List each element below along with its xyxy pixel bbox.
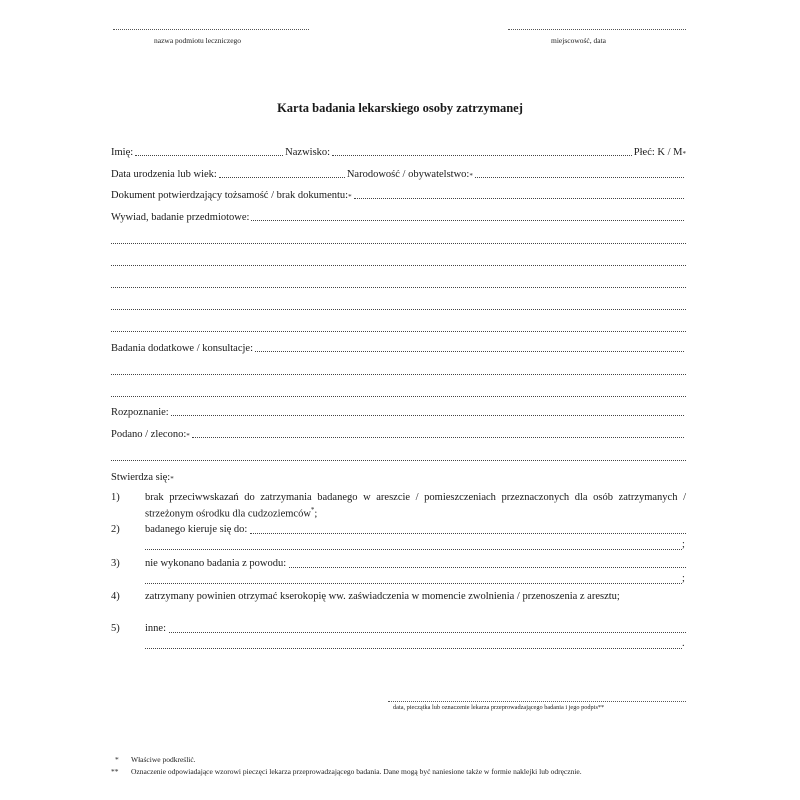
referral-line-end: ; [682, 539, 685, 550]
referral-line-2[interactable] [145, 540, 682, 550]
diagnosis-row [111, 404, 686, 418]
item-number: 1) [111, 492, 120, 503]
id-document-footnote-mark: * [348, 193, 352, 201]
findings-label: Stwierdza się: [111, 472, 171, 483]
facility-name-label: nazwa podmiotu leczniczego [154, 36, 242, 45]
document-row [111, 187, 686, 201]
item-text: brak przeciwwskazań do zatrzymania badanego w areszcie / pomieszczeniach przeznaczonych dla osób zatrzymanych / strzeżonym ośrodku dla cudzoziemców*; [145, 492, 686, 520]
findings-footnote-mark: * [170, 475, 174, 483]
finding-item-4[interactable] [111, 590, 686, 618]
finding-item-2[interactable] [111, 523, 686, 536]
finding-item-5[interactable] [111, 622, 686, 635]
interview-line-6[interactable] [111, 319, 686, 332]
birth-date-label: Data urodzenia lub wiek: [111, 169, 217, 180]
tests-line-2[interactable] [111, 362, 686, 375]
interview-line-4[interactable] [111, 275, 686, 288]
item-number: 2) [111, 524, 120, 535]
signature-label: data, pieczątka lub oznaczenie lekarza przeprowadzającego badania i jego podpis** [393, 704, 605, 711]
page-title: Karta badania lekarskiego osoby zatrzymanej [277, 101, 523, 115]
interview-row [111, 209, 686, 223]
diagnosis-field[interactable] [171, 414, 684, 416]
item-text: inne: [145, 623, 166, 634]
nationality-footnote-mark: * [469, 172, 473, 180]
interview-line-3[interactable] [111, 253, 686, 266]
other-line-end: . [682, 638, 685, 649]
first-name-field[interactable] [135, 154, 283, 156]
other-field[interactable] [169, 631, 686, 633]
footnote-mark: * [115, 755, 119, 764]
reason-line-2[interactable] [145, 574, 682, 584]
administered-label: Podano / zlecono: [111, 429, 187, 440]
facility-name-line[interactable] [113, 28, 309, 30]
last-name-label: Nazwisko: [285, 147, 331, 158]
sex-footnote-mark: * [682, 150, 686, 158]
tests-row [111, 340, 686, 354]
finding-item-3[interactable] [111, 557, 686, 570]
tests-label: Badania dodatkowe / konsultacje: [111, 343, 254, 354]
id-document-field[interactable] [354, 197, 684, 199]
last-name-field[interactable] [332, 154, 632, 156]
item-text: nie wykonano badania z powodu: [145, 558, 287, 569]
tests-line-3[interactable] [111, 384, 686, 397]
administered-line-2[interactable] [111, 448, 686, 461]
name-row [111, 144, 686, 158]
sex-label[interactable]: Płeć: K / M [633, 147, 683, 158]
findings-row [111, 469, 686, 483]
signature-line[interactable] [388, 700, 686, 702]
diagnosis-label: Rozpoznanie: [111, 407, 169, 418]
other-line-2[interactable] [145, 639, 682, 649]
interview-line-5[interactable] [111, 297, 686, 310]
tests-field[interactable] [255, 350, 684, 352]
item-number: 4) [111, 591, 120, 602]
interview-label: Wywiad, badanie przedmiotowe: [111, 212, 250, 223]
referral-field[interactable] [250, 532, 686, 534]
birth-nationality-row [111, 166, 686, 180]
interview-field[interactable] [251, 219, 684, 221]
item-text: badanego kieruje się do: [145, 524, 248, 535]
footnote-mark: ** [111, 767, 119, 776]
interview-line-2[interactable] [111, 231, 686, 244]
footnote-text: Oznaczenie odpowiadające wzorowi pieczęci lekarza przeprowadzającego badania. Dane mogą być naniesione także w formie naklejki lub odręcznie. [131, 767, 582, 776]
item-text: zatrzymany powinien otrzymać kserokopię ww. zaświadczenia w momencie zwolnienia / przenoszenia z aresztu; [145, 591, 620, 602]
item-tail: ; [314, 508, 318, 520]
administered-footnote-mark: * [186, 432, 190, 440]
first-name-label: Imię: [111, 147, 134, 158]
administered-field[interactable] [192, 436, 684, 438]
place-date-label: miejscowość, data [551, 36, 606, 45]
nationality-label: Narodowość / obywatelstwo: [346, 169, 470, 180]
item-number: 5) [111, 623, 120, 634]
administered-row [111, 426, 686, 440]
item-number: 3) [111, 558, 120, 569]
nationality-field[interactable] [475, 176, 684, 178]
footnote-text: Właściwe podkreślić. [131, 755, 196, 764]
item-footnote-mark: * [310, 506, 315, 514]
finding-item-1[interactable] [111, 491, 686, 519]
reason-line-end: ; [682, 573, 685, 584]
birth-date-field[interactable] [219, 176, 345, 178]
reason-field[interactable] [289, 566, 686, 568]
place-date-line[interactable] [508, 28, 686, 30]
id-document-label: Dokument potwierdzający tożsamość / brak dokumentu: [111, 190, 349, 201]
